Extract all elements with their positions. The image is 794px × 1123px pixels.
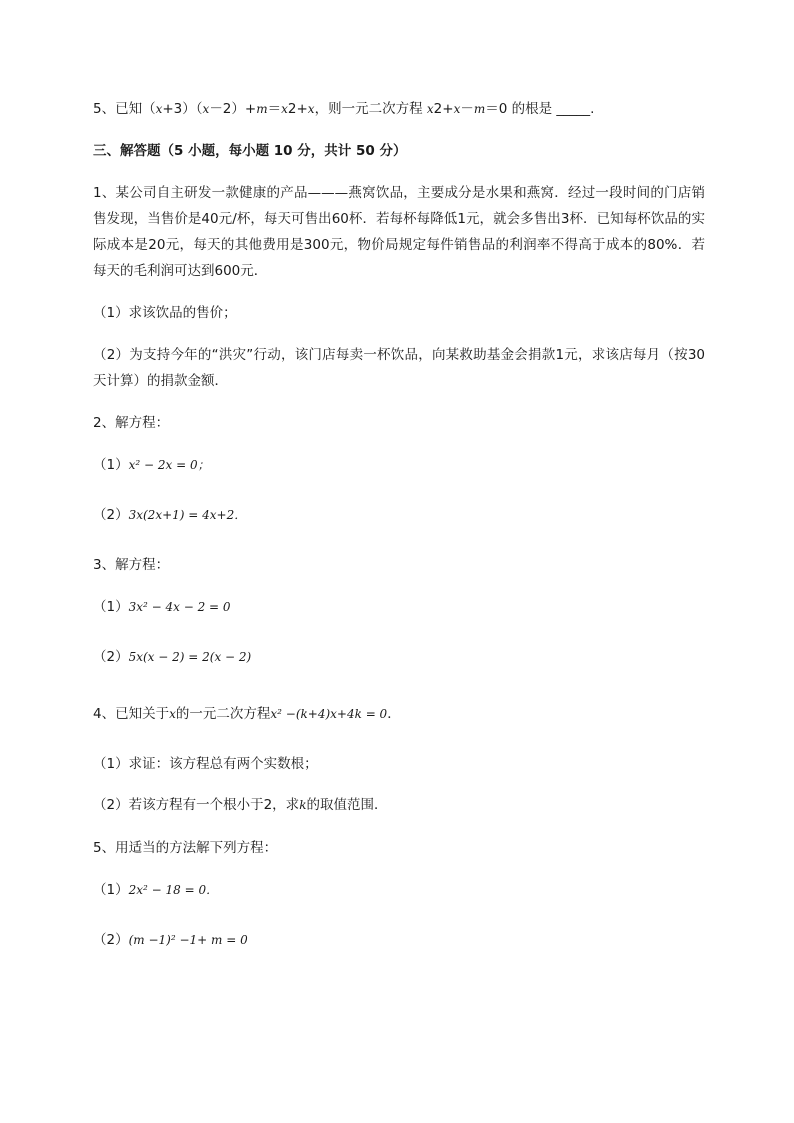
problem-4-part-1: （1）求证：该方程总有两个实数根； xyxy=(93,756,318,772)
q5-var-m: m xyxy=(256,102,268,116)
part-text: （2）若该方程有一个根小于2，求 xyxy=(93,797,300,813)
q5-var-x: x xyxy=(453,102,461,116)
part-label: （2） xyxy=(93,932,129,948)
part-text: 的取值范围． xyxy=(306,797,388,813)
part-label: （1） xyxy=(93,599,129,615)
q5-text: － xyxy=(460,101,474,117)
equation: 2x² − 18 = 0． xyxy=(128,883,219,897)
equation: 3x(2x+1) = 4x+2． xyxy=(128,508,247,522)
problem-3-part-1 xyxy=(93,597,231,617)
part-label: （1） xyxy=(93,882,129,898)
var-x: x xyxy=(169,707,176,721)
section-heading: 三、解答题（5 小题，每小题 10 分，共计 50 分） xyxy=(93,143,407,159)
q5-var-x: x xyxy=(202,102,210,116)
problem-5-stem: 5、用适当的方法解下列方程： xyxy=(93,840,278,856)
equation: (m −1)² −1+ m = 0 xyxy=(128,933,248,947)
stem-text: ． xyxy=(387,706,401,722)
q5-var-x: x xyxy=(426,102,434,116)
problem-2-part-2 xyxy=(93,505,246,525)
q5-var-x: x xyxy=(155,102,163,116)
part-label: （1） xyxy=(93,457,129,473)
q5-var-m: m xyxy=(473,102,486,116)
part-label: （2） xyxy=(93,649,129,665)
stem-text: 的一元二次方程 xyxy=(175,706,271,722)
q5-text: 2+ xyxy=(433,101,454,117)
q5-text: ＝ xyxy=(267,101,282,117)
problem-1-part-2: （2）为支持今年的“洪灾”行动，该门店每卖一杯饮品，向某救助基金会捐款1元，求该店每月（按30天计算）的捐款金额． xyxy=(93,347,705,389)
problem-1-part-1: （1）求该饮品的售价； xyxy=(93,305,237,321)
equation: 3x² − 4x − 2 = 0 xyxy=(128,600,231,614)
problem-5-part-2 xyxy=(93,930,248,950)
fill-in-question-5 xyxy=(93,99,594,119)
equation: x² − 2x = 0； xyxy=(128,458,210,472)
q5-var-x: x xyxy=(307,102,315,116)
stem-text: 4、已知关于 xyxy=(93,706,170,722)
q5-text: －2）+ xyxy=(209,101,257,117)
q5-text: ＝0 的根是 _____. xyxy=(485,101,595,117)
problem-2-stem: 2、解方程： xyxy=(93,415,170,431)
var-k: k xyxy=(299,798,307,812)
problem-1-stem: 1、某公司自主研发一款健康的产品———燕窝饮品，主要成分是水果和燕窝．经过一段时间的门店销售发现，当售价是40元/杯，每天可售出60杯．若每杯每降低1元，就会多售出3杯．已知每杯饮品的实际成本是20元，每天的其他费用是300元，物价局规定每件销售品的利润率不得高于成本的80%．若每天的毛利润可达到600元． xyxy=(93,185,705,279)
equation: 5x(x − 2) = 2(x − 2) xyxy=(128,650,252,664)
problem-3-part-2 xyxy=(93,647,251,667)
q5-text: 2+ xyxy=(287,101,308,117)
part-label: （2） xyxy=(93,507,129,523)
q5-var-x: x xyxy=(281,102,288,116)
q5-text: 5、已知（ xyxy=(93,101,156,117)
problem-5-part-1 xyxy=(93,880,218,900)
q5-text: ，则一元二次方程 xyxy=(314,101,427,117)
problem-4-part-2 xyxy=(93,795,387,815)
q5-text: +3）（ xyxy=(162,101,203,117)
problem-3-stem: 3、解方程： xyxy=(93,557,170,573)
problem-2-part-1 xyxy=(93,455,210,475)
equation: x² −(k+4)x+4k = 0 xyxy=(270,707,388,721)
problem-4-stem xyxy=(93,704,401,724)
